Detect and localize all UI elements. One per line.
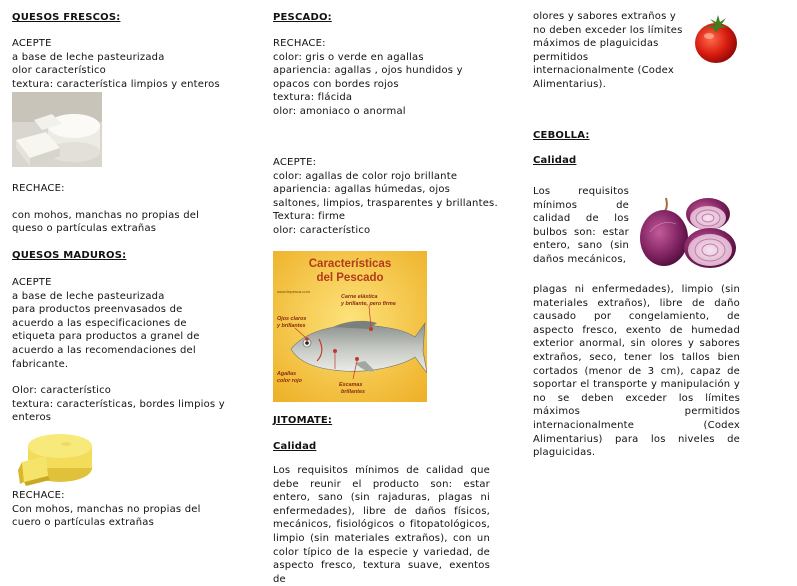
pescado-title: PESCADO: [273,12,332,23]
acepte-line: a base de leche pasteurizada [12,51,165,63]
acepte-label: ACEPTE: [273,157,317,168]
acepte-line: etiqueta para productos a granel de [12,331,200,343]
jitomate-calidad-label: Calidad [273,441,317,452]
acepte-line: saltones, limpios, trasparentes y brillantes. [273,197,498,209]
continued-line: internacionalmente (Codex [533,65,674,77]
rechace-line: textura: flácida [273,92,353,104]
fish-label-ojos-1: Ojos claros [277,316,307,322]
quesos-frescos-title: QUESOS FRESCOS: [12,12,121,23]
quesos-frescos-acepte [12,37,242,91]
rechace-label: RECHACE: [12,183,65,194]
jitomate-title: JITOMATE: [273,415,333,426]
quesos-maduros-acepte [12,276,242,425]
acepte-line: textura: característica limpios y enteros [12,78,220,90]
acepte-line: para productos preenvasados de [12,304,183,316]
acepte-line: Textura: firme [273,211,346,223]
cebolla-calidad-label: Calidad [533,155,577,166]
continued-line: máximos de plaguicidas [533,38,659,50]
fish-label-escamas-1: Escamas [339,382,363,388]
olor-line: Olor: característico [12,385,112,397]
rechace-line: apariencia: agallas , ojos hundidos y [273,65,463,77]
rechace-label: RECHACE: [273,38,326,49]
fresh-cheese-image [12,92,102,167]
continued-line: no deben exceder los límites [533,24,683,36]
cebolla-narrow-text: Los requisitos mínimos de calidad de los bulbos son: estar entero, sano (sin daños mecánicos, [533,186,629,265]
fish-title-1: Características [308,258,392,270]
pescado-rechace [273,37,503,119]
fish-label-agallas-2: color rojo [277,378,302,384]
pescado-acepte [273,156,503,238]
acepte-line: a base de leche pasteurizada [12,290,165,302]
textura-line: enteros [12,412,52,424]
fish-site: www.ilepesca.com [277,289,310,294]
acepte-line: acuerdo a las recomendaciones del [12,344,196,356]
fish-label-carne-1: Carne elástica [341,294,378,300]
fish-label-carne-2: y brillante, pero firme [341,301,396,307]
jitomate-text: Los requisitos mínimos de calidad que debe reunir el producto son: estar entero, sano (sin rajaduras, plagas ni enfermedades), libre de daños físicos, mecánicos, fisiológicos o fitopatológicos, limpio (sin materiales extraños), con un color típico de la especie y variedad, de aspecto fresco, textura suave, exentos de [273,465,490,585]
rechace-line: cuero o partículas extrañas [12,517,155,529]
acepte-line: olor: característico [273,224,371,236]
rechace-line: color: gris o verde en agallas [273,51,424,63]
jitomate-continued [533,10,685,92]
cebolla-title: CEBOLLA: [533,130,590,141]
fish-characteristics-image [273,251,427,402]
fish-label-ojos-2: y brillantes [277,323,306,329]
acepte-line: olor característico [12,65,106,77]
continued-line: Alimentarius). [533,78,606,90]
rechace-line: olor: amoniaco o anormal [273,105,406,117]
quesos-maduros-rechace [12,489,242,530]
aged-cheese-image [16,428,94,486]
continued-line: permitidos [533,51,589,63]
quesos-maduros-title: QUESOS MADUROS: [12,250,127,261]
continued-line: olores y sabores extraños y [533,11,676,22]
fish-label-agallas-1: Agallas [277,371,297,377]
fish-label-escamas-2: brillantes [341,389,365,395]
fish-title-2: del Pescado [316,272,384,284]
rechace-line: queso o partículas extrañas [12,223,157,235]
acepte-line: apariencia: agallas húmedas, ojos [273,184,451,196]
rechace-line: con mohos, manchas no propias del [12,209,200,221]
cebolla-text: plagas ni enfermedades), limpio (sin materiales extraños), libre de daño causado por congelamiento, de aspecto fresco, exento de humedad exterior anormal, sin olores y sabores extraños, seco, tener los tallos bien cortados (menor de 3 cm), capaz de soportar el transporte y manipulación y no se deben exceder los límites máximos permitidos internacionalmente (Codex Alimentarius) para los niveles de plaguicidas. [533,284,740,459]
rechace-line: opacos con bordes rojos [273,78,399,90]
onion-image [636,192,740,272]
acepte-line: acuerdo a las especificaciones de [12,317,187,329]
quesos-frescos-rechace [12,182,242,236]
rechace-line: Con mohos, manchas no propias del [12,503,201,515]
acepte-label: ACEPTE [12,277,52,288]
rechace-label: RECHACE: [12,490,65,501]
acepte-line: fabricante. [12,358,69,370]
acepte-label: ACEPTE [12,38,52,49]
textura-line: textura: características, bordes limpios y [12,398,225,410]
acepte-line: color: agallas de color rojo brillante [273,170,458,182]
tomato-image [692,13,740,65]
